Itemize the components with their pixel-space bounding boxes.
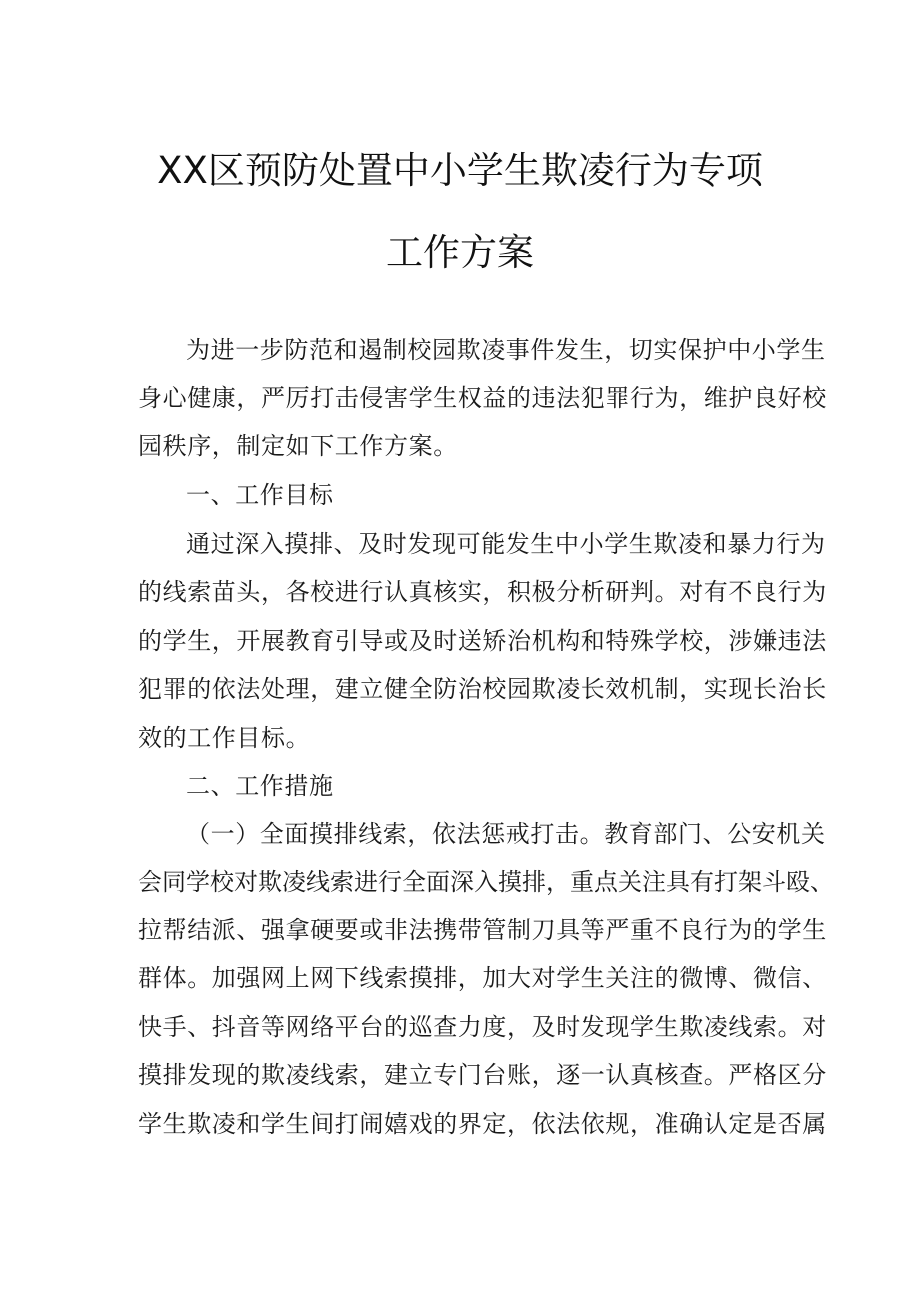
paragraph-line: 会同学校对欺凌线索进行全面深入摸排，重点关注具有打架斗殴、 xyxy=(138,868,834,896)
paragraph-line: 群体。加强网上网下线索摸排，加大对学生关注的微博、微信、 xyxy=(138,964,827,992)
paragraph-line: 快手、抖音等网络平台的巡查力度，及时发现学生欺凌线索。对 xyxy=(138,1013,827,1041)
document-title-line-2: 工作方案 xyxy=(386,231,534,274)
section-heading: 一、工作目标 xyxy=(186,481,334,509)
document-title-line-1: XX区预防处置中小学生欺凌行为专项 xyxy=(157,149,763,192)
paragraph-line: （一）全面摸排线索，依法惩戒打击。教育部门、公安机关 xyxy=(186,820,826,848)
paragraph-line: 拉帮结派、强拿硬要或非法携带管制刀具等严重不良行为的学生 xyxy=(138,916,827,944)
paragraph-line: 身心健康，严厉打击侵害学生权益的违法犯罪行为，维护良好校 xyxy=(138,384,827,412)
paragraph-line: 摸排发现的欺凌线索，建立专门台账，逐一认真核查。严格区分 xyxy=(138,1061,827,1089)
paragraph-line: 的学生，开展教育引导或及时送矫治机构和特殊学校，涉嫌违法 xyxy=(138,627,827,655)
paragraph-line: 效的工作目标。 xyxy=(138,724,311,752)
paragraph-line: 通过深入摸排、及时发现可能发生中小学生欺凌和暴力行为 xyxy=(186,530,826,558)
paragraph-line: 犯罪的依法处理，建立健全防治校园欺凌长效机制，实现长治长 xyxy=(138,675,827,703)
paragraph-line: 的线索苗头，各校进行认真核实，积极分析研判。对有不良行为 xyxy=(138,578,827,606)
paragraph-line: 为进一步防范和遏制校园欺凌事件发生，切实保护中小学生 xyxy=(186,336,826,364)
paragraph-line: 学生欺凌和学生间打闹嬉戏的界定，依法依规，准确认定是否属 xyxy=(138,1110,827,1138)
section-heading: 二、工作措施 xyxy=(186,772,334,800)
paragraph-line: 园秩序，制定如下工作方案。 xyxy=(138,432,458,460)
